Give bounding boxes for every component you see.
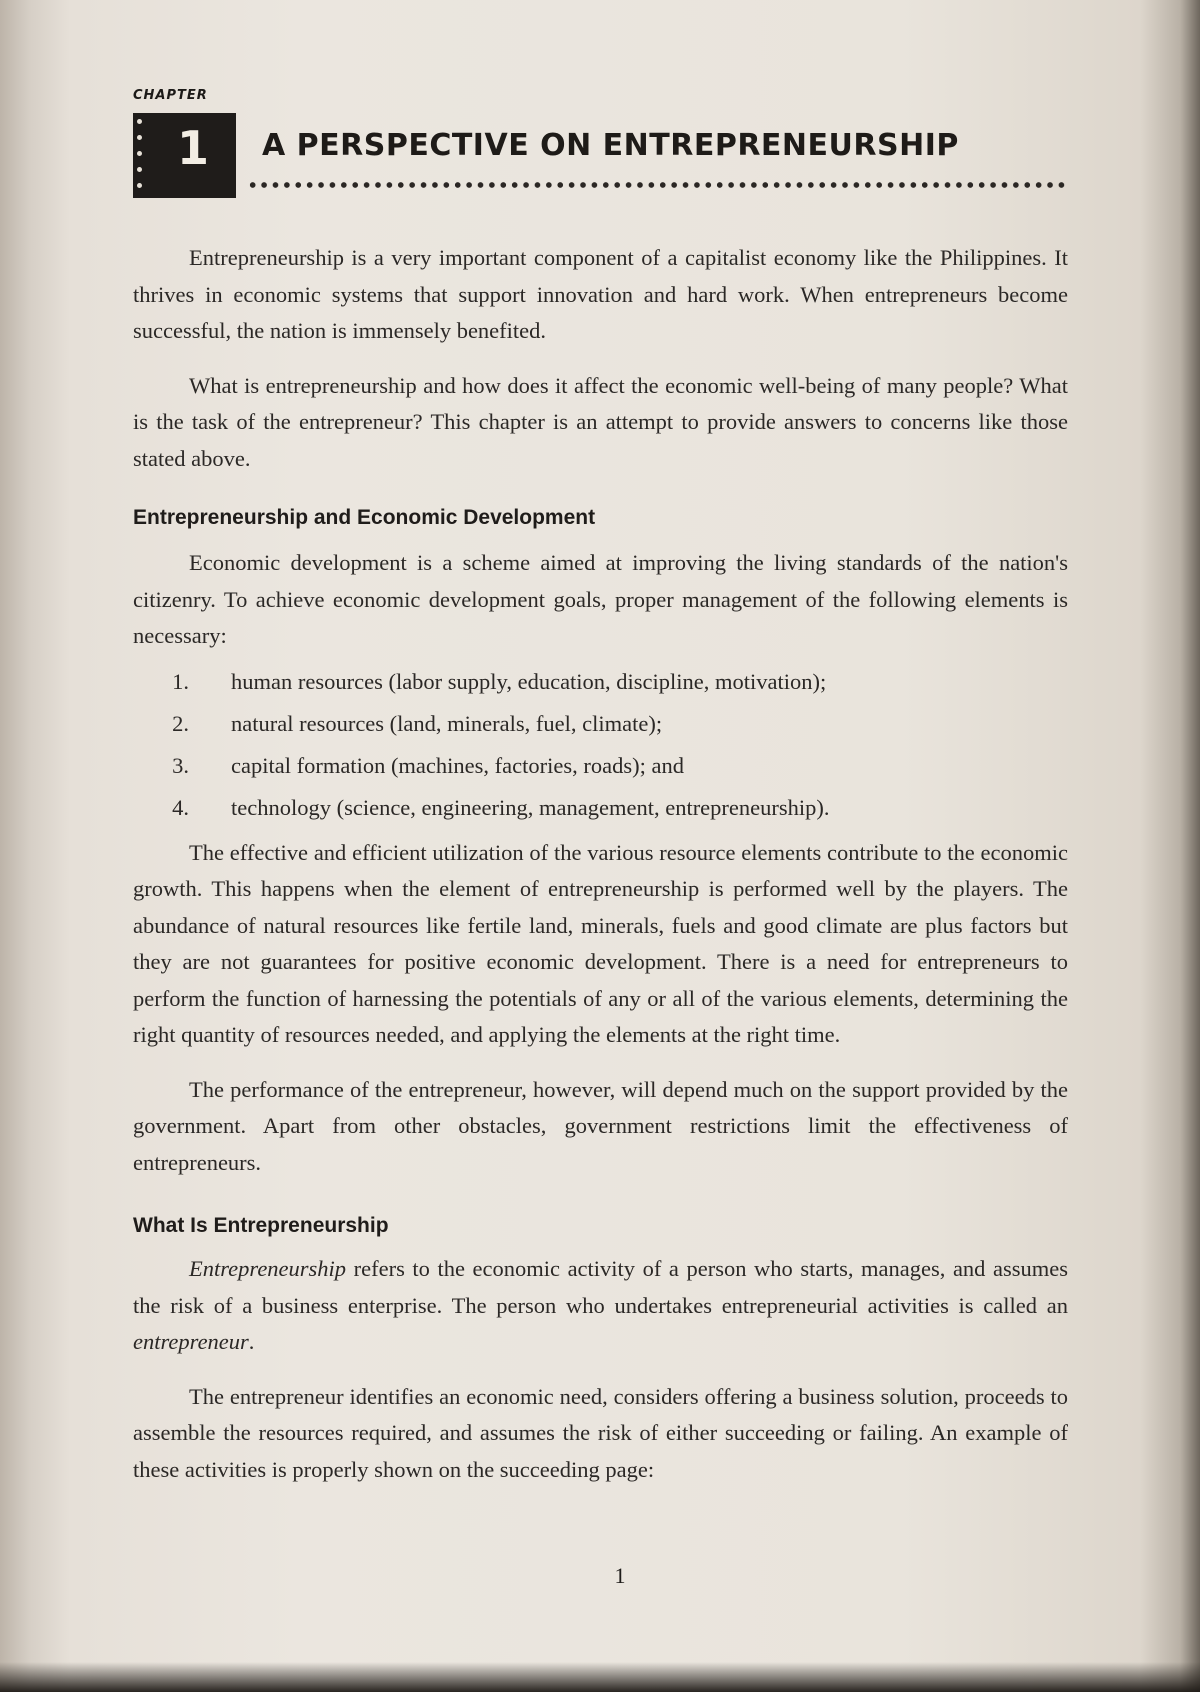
resource-elements-list — [133, 661, 1068, 829]
dotted-rule — [247, 181, 1067, 189]
page-number: 1 — [614, 1563, 626, 1588]
page-content — [133, 240, 1068, 1488]
section-heading-what-is-entrepreneurship: What Is Entrepreneurship — [133, 1214, 389, 1237]
list-item: 3. capital formation (machines, factories, roads); and — [172, 752, 684, 778]
section2-paragraph-1: Entrepreneurship refers to the economic activity of a person who starts, manages, and assumes the risk of a business enterprise. The person who undertakes entrepreneurial activities is called an entrepreneur. — [133, 1256, 1068, 1354]
section1-paragraph-1: Economic development is a scheme aimed at improving the living standards of the nation's citizenry. To achieve economic development goals, proper management of the following elements is necessary: — [133, 550, 1068, 648]
section1-paragraph-2: The effective and efficient utilization of the various resource elements contribute to the economic growth. This happens when the element of entrepreneurship is performed well by the players. The abundance of natural resources like fertile land, minerals, fuels and good climate are plus factors but they are not guarantees for positive economic development. There is a need for entrepreneurs to perform the function of harnessing the potentials of any or all of the various elements, determining the right quantity of resources needed, and applying the elements at the right time. — [133, 839, 1068, 1047]
list-item: 2. natural resources (land, minerals, fuel, climate); — [172, 710, 663, 736]
chapter-title: A PERSPECTIVE ON ENTREPRENEURSHIP — [262, 128, 959, 163]
section1-paragraph-3: The performance of the entrepreneur, however, will depend much on the support provided by the government. Apart from other obstacles, government restrictions limit the effectiveness of entrepreneurs. — [133, 1076, 1068, 1175]
chapter-number-box — [133, 113, 236, 198]
intro-paragraph-2: What is entrepreneurship and how does it affect the economic well-being of many people? What is the task of the entrepreneur? This chapter is an attempt to provide answers to concerns like those stated above. — [133, 372, 1068, 471]
section-heading-economic-development: Entrepreneurship and Economic Development — [133, 506, 596, 529]
section2-paragraph-2: The entrepreneur identifies an economic need, considers offering a business solution, proceeds to assemble the resources required, and assumes the risk of either succeeding or failing. An example of these activities is properly shown on the succeeding page: — [133, 1383, 1068, 1482]
intro-paragraph-1: Entrepreneurship is a very important component of a capitalist economy like the Philippines. It thrives in economic systems that support innovation and hard work. When entrepreneurs become successful, the nation is immensely benefited. — [133, 245, 1068, 343]
chapter-label: CHAPTER — [133, 88, 208, 103]
page-bottom-shadow — [0, 1662, 1200, 1692]
list-item: 1. human resources (labor supply, education, discipline, motivation); — [172, 668, 827, 694]
chapter-number: 1 — [177, 121, 210, 175]
chapter-box-dots — [137, 119, 143, 199]
term-entrepreneur: entrepreneur — [133, 1329, 249, 1354]
term-entrepreneurship: Entrepreneurship — [189, 1256, 347, 1281]
list-item: 4. technology (science, engineering, management, entrepreneurship). — [172, 794, 830, 820]
